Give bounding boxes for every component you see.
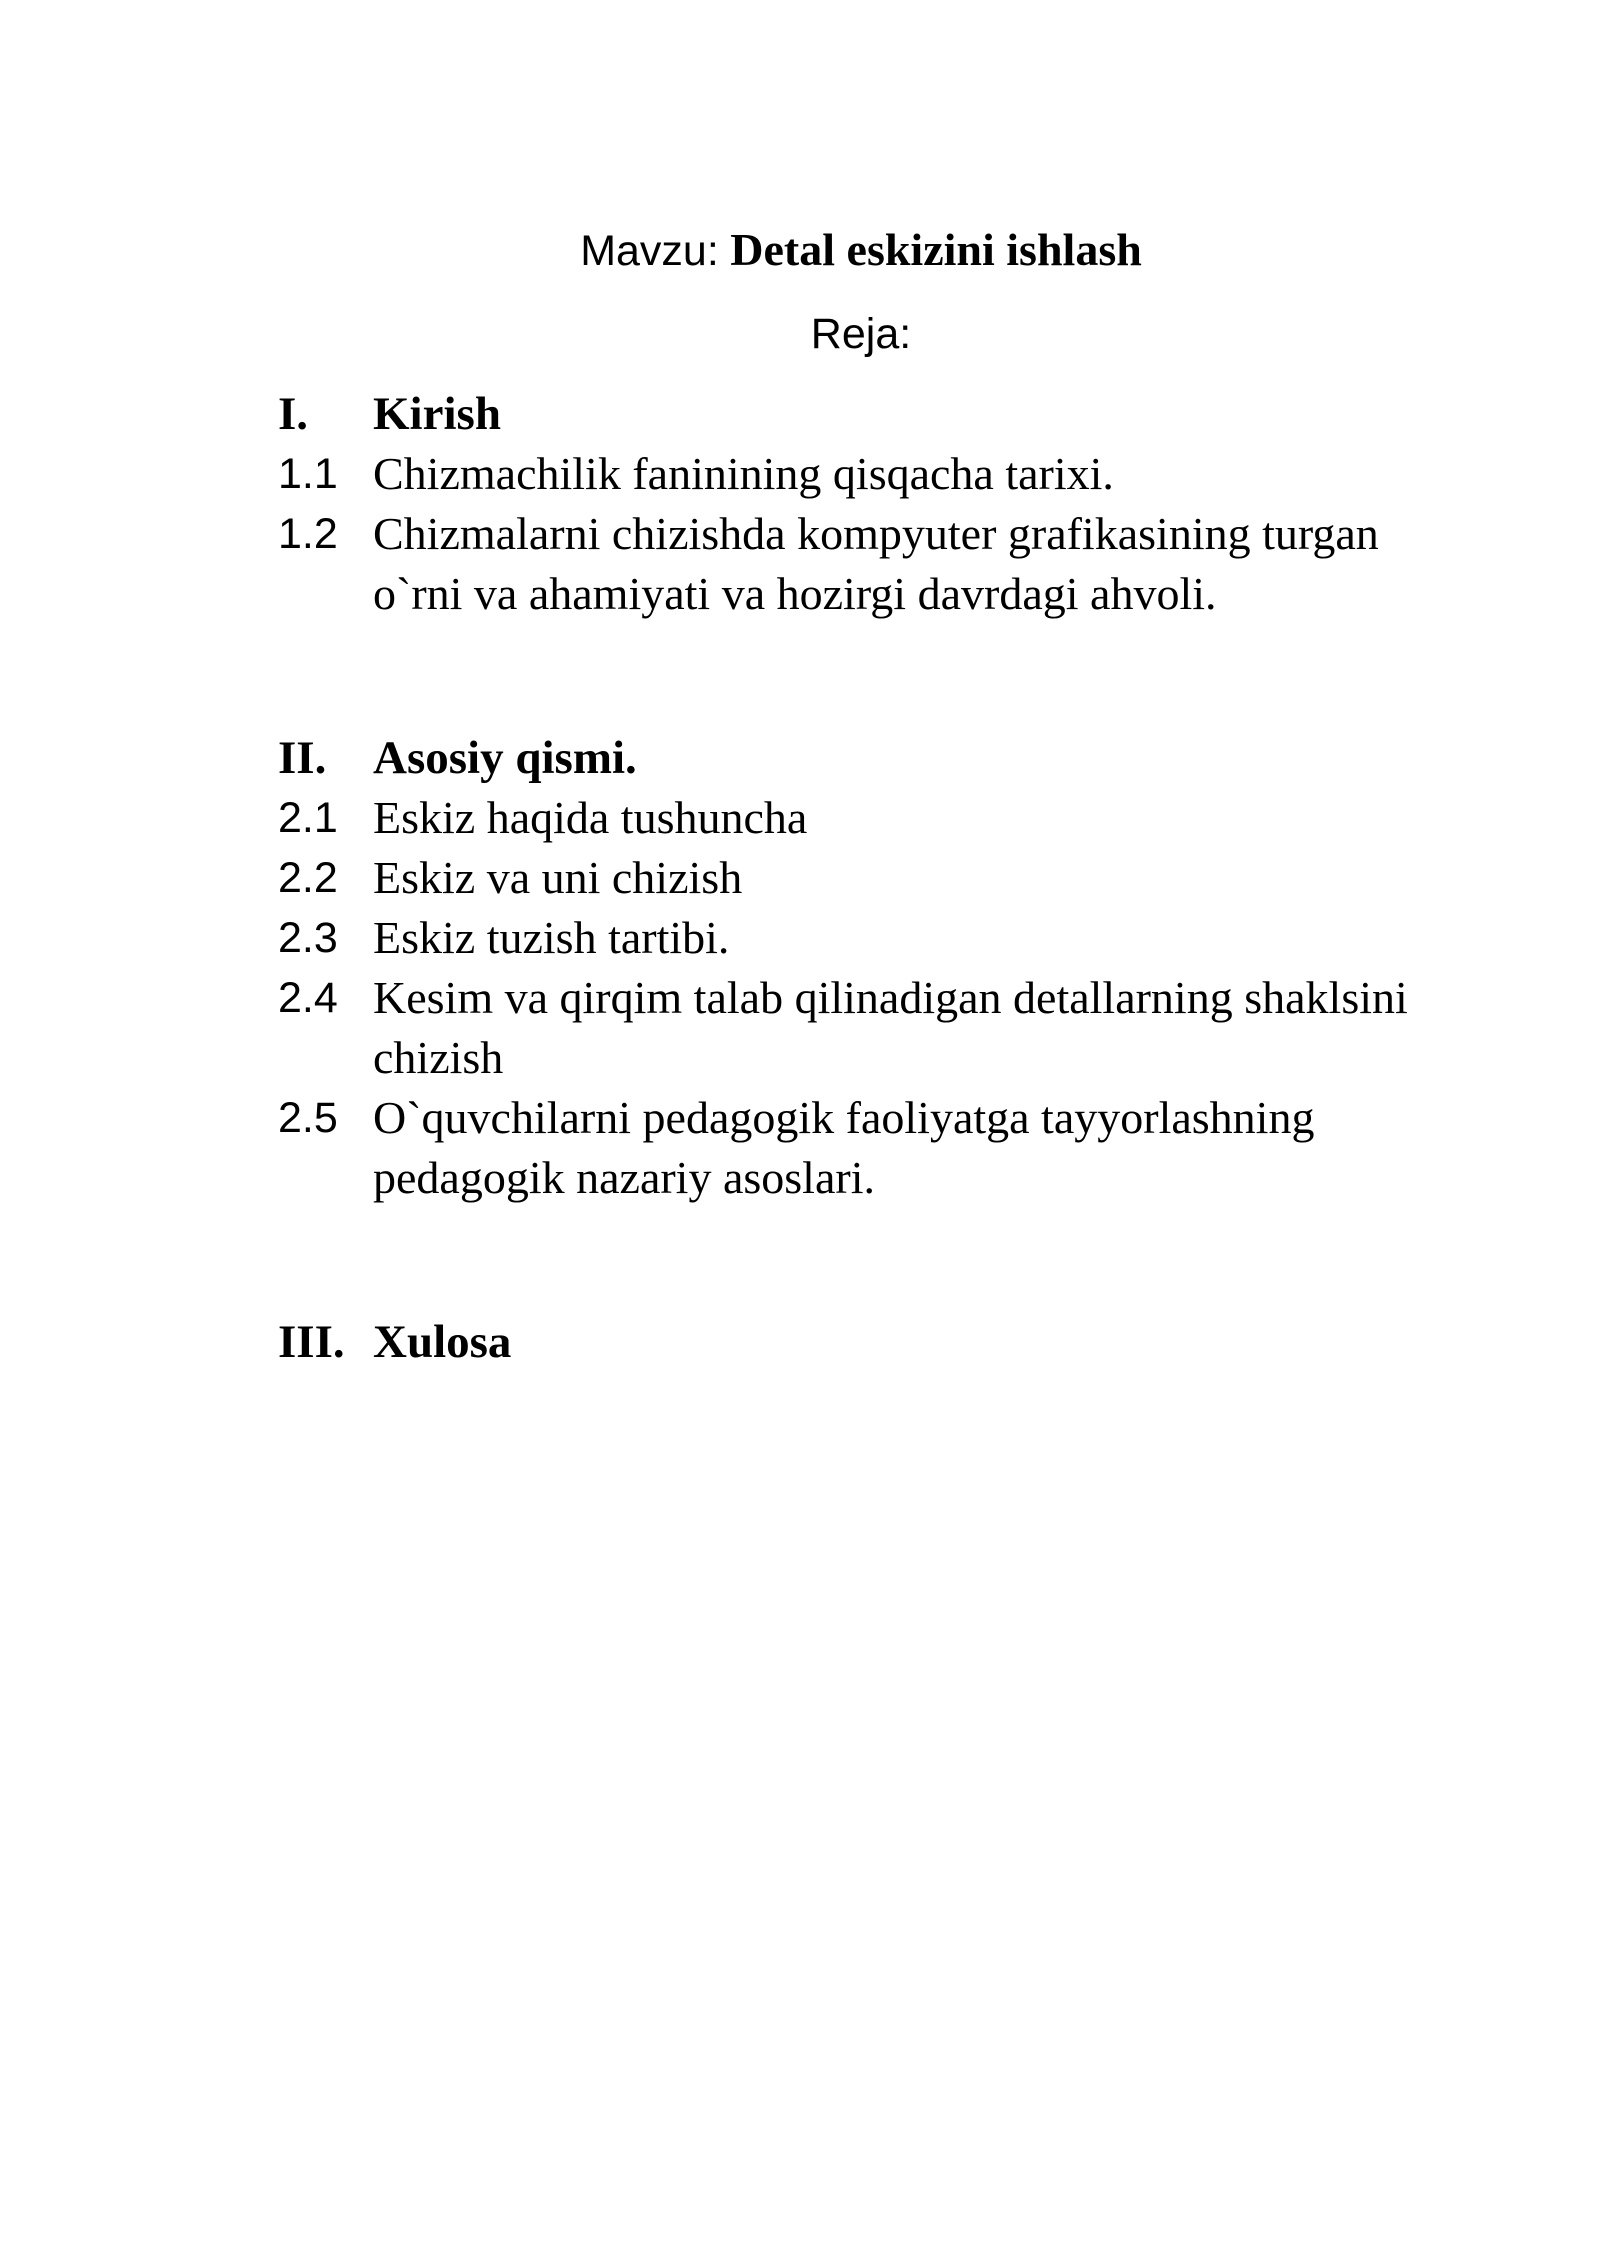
- item-number: 1.2: [278, 510, 338, 558]
- item-number: 2.4: [278, 974, 338, 1022]
- section-numeral: III.: [278, 1316, 345, 1368]
- item-text: Kesim va qirqim talab qilinadigan detallarning shaklsini: [373, 972, 1408, 1023]
- title-topic: Detal eskizini ishlash: [730, 224, 1142, 275]
- item-text: Eskiz haqida tushuncha: [373, 792, 808, 843]
- item-text: Chizmalarni chizishda kompyuter grafikasining turgan: [373, 508, 1379, 559]
- plan-heading: Reja:: [810, 310, 912, 358]
- item-text: Chizmachilik faninining qisqacha tarixi.: [373, 448, 1114, 499]
- item-text-continuation: chizish: [373, 1032, 504, 1083]
- page-title: [0, 222, 1600, 279]
- item-number: 1.1: [278, 450, 338, 498]
- section-title: Xulosa: [373, 1316, 512, 1368]
- section-title: Kirish: [373, 388, 501, 440]
- item-number: 2.2: [278, 854, 338, 902]
- section-numeral: I.: [278, 388, 309, 440]
- item-text: O`quvchilarni pedagogik faoliyatga tayyorlashning: [373, 1092, 1315, 1143]
- section-numeral: II.: [278, 732, 327, 784]
- item-text-continuation: o`rni va ahamiyati va hozirgi davrdagi ahvoli.: [373, 568, 1217, 619]
- item-text: Eskiz va uni chizish: [373, 852, 743, 903]
- title-prefix: Mavzu:: [580, 227, 719, 275]
- item-number: 2.3: [278, 914, 338, 962]
- item-number: 2.1: [278, 794, 338, 842]
- item-text-continuation: pedagogik nazariy asoslari.: [373, 1152, 875, 1203]
- section-title: Asosiy qismi.: [373, 732, 637, 784]
- item-text: Eskiz tuzish tartibi.: [373, 912, 730, 963]
- item-number: 2.5: [278, 1094, 338, 1142]
